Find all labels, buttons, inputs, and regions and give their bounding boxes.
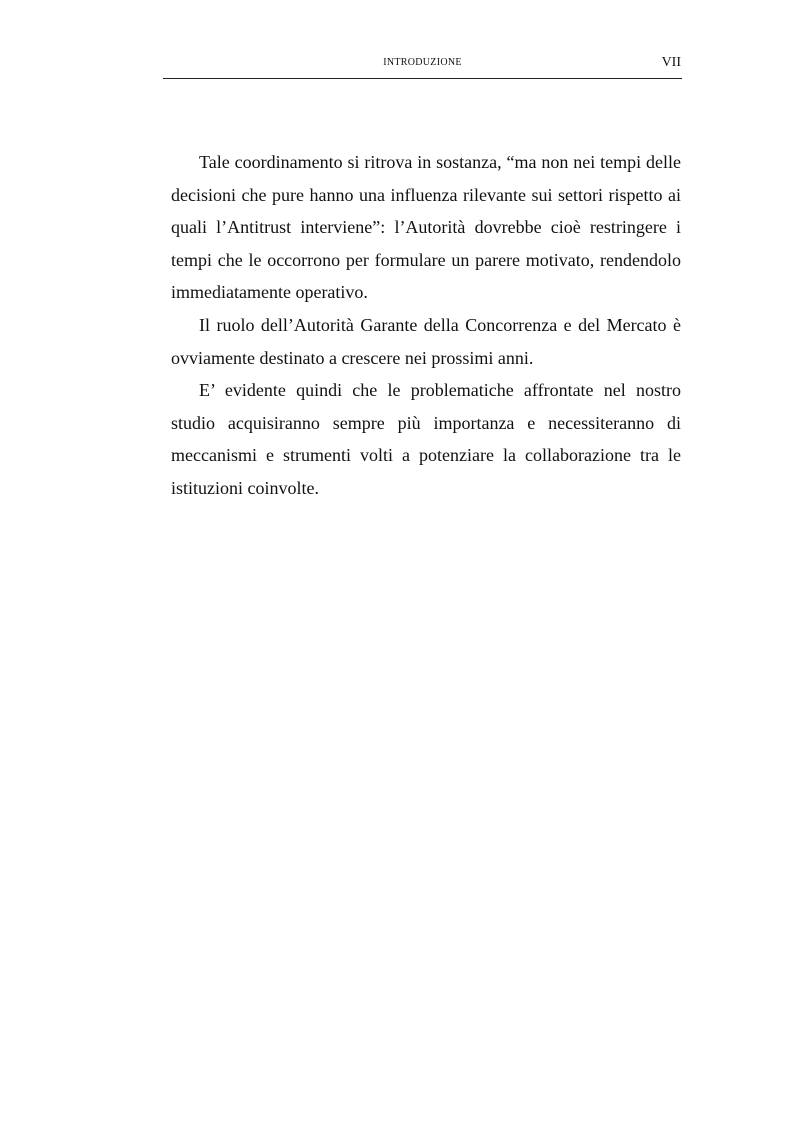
header-title: INTRODUZIONE xyxy=(383,57,462,68)
paragraph: E’ evidente quindi che le problematiche affrontate nel nostro studio acquisiranno sempre più importanza e necessiteranno di meccanismi e strumenti volti a potenziare la collaborazione tra le istituzioni coinvolte. xyxy=(171,380,681,498)
paragraph: Il ruolo dell’Autorità Garante della Concorrenza e del Mercato è ovviamente destinato a crescere nei prossimi anni. xyxy=(171,314,681,368)
running-header xyxy=(163,52,682,79)
page-number: VII xyxy=(661,55,681,70)
paragraph: Tale coordinamento si ritrova in sostanza, “ma non nei tempi delle decisioni che pure hanno una influenza rilevante sui settori rispetto ai quali l’Antitrust interviene”: l’Autorità dovrebbe cioè restringere i tempi che le occorrono per formulare un parere motivato, rendendolo immediatamente operativo. xyxy=(171,152,681,303)
body-text xyxy=(171,146,681,505)
